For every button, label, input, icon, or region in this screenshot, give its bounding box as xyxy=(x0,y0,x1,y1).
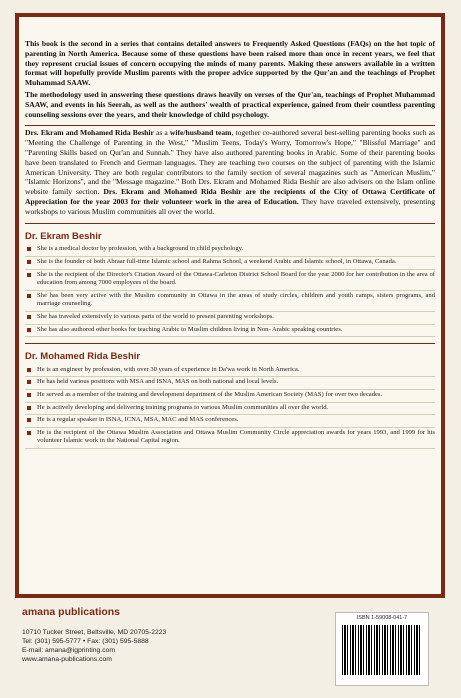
bio-tail: They have traveled extensively, presenting workshops to various Muslim communities all over the world. xyxy=(25,196,436,216)
publisher-address: 10710 Tucker Street, Beltsville, MD 20705-2223 xyxy=(22,629,167,636)
list-item: He is actively developing and delivering training programs to various Muslim communities all over the world. xyxy=(25,403,435,416)
authors-names: Drs. Ekram and Mohamed Rida Beshir xyxy=(25,128,154,138)
divider xyxy=(25,343,435,344)
barcode-bars xyxy=(342,625,422,675)
ekram-section-title: Dr. Ekram Beshir xyxy=(25,230,102,242)
list-item: She has also authored other books for teaching Arabic to Muslim children living in Non- Arabic speaking countries. xyxy=(25,325,435,338)
bio-body: , together co-authored several best-selling parenting books such as "Meeting the Challenge of Parenting in the West," "Muslim Teens, Today's Worry, Tomorrow's Hope," "Blissful Marriage" and "Parenting Skills based on Qur'an and Sunnah." They have also authored parenting books in Arabic. Some of their parenting books have been translated to French and German languages. They are teaching two courses on the subject of parenting with the Islamic American University. They are both regular contributors to the family section of several magazines such as "American Muslim," "Islamic Horizons", and the "Message magazine." Both Drs. Ekram and Mohamed Rida Beshir are also advisers on the Islam online website family section. xyxy=(25,128,435,197)
divider xyxy=(25,223,435,224)
list-item: He is an engineer by profession, with over 30 years of experience in Da'wa work in North America. xyxy=(25,365,435,378)
ekram-bullet-list xyxy=(25,244,435,337)
list-item: He is a regular speaker in ISNA, ICNA, MSA, MAC and MAS conferences. xyxy=(25,415,435,428)
authors-bio xyxy=(25,128,435,216)
award-statement: Drs. Ekram and Mohamed Rida Beshir are the recipients of the City of Ottawa Certificate of Appreciation for the year 2003 for their volunteer work in the area of Education. xyxy=(25,187,435,206)
publisher-info xyxy=(22,606,322,664)
intro-paragraph-1: This book is the second in a series that contains detailed answers to Frequently Asked Questions (FAQs) on the hot topic of parenting in North America. Because some of these questions have been raised more than once in recent years, we feel that they represent crucial issues of concern occupying the minds of many parents. Making these answers available in a written format will hopefully provide Muslim parents with the proper advice supported by the Qur'an and the teachings of Prophet Muhammad SAAW. xyxy=(25,39,435,88)
isbn-barcode xyxy=(335,612,429,686)
team-label: wife/husband team xyxy=(169,128,232,138)
divider xyxy=(25,125,435,126)
list-item: He served as a member of the training and development department of the Muslim American Society (MAS) for over two decades. xyxy=(25,390,435,403)
mohamed-section-title: Dr. Mohamed Rida Beshir xyxy=(25,351,141,363)
publisher-name: amana publications xyxy=(22,606,121,618)
bio-connector: as a xyxy=(153,128,170,138)
back-cover-text xyxy=(25,39,435,449)
content-frame xyxy=(15,13,445,598)
publisher-website: www.amana-publications.com xyxy=(22,656,112,663)
mohamed-bullet-list xyxy=(25,365,435,449)
isbn-number: ISBN 1-59008-041-7 xyxy=(356,615,408,621)
publisher-email: E-mail: amana@igprinting.com xyxy=(22,647,116,654)
publisher-phone: Tel: (301) 595-5777 • Fax: (301) 595-5888 xyxy=(22,638,149,645)
list-item: He has held various positions with MSA and ISNA, MAS on both national and local levels. xyxy=(25,377,435,390)
intro-paragraph-2: The methodology used in answering these questions draws heavily on verses of the Qur'an, teachings of Prophet Muhammad SAAW, and events in his Seerah, as well as the authors' wealth of practical experience, gained from their countless parenting counseling sessions over the years, and their knowledge of child psychology. xyxy=(25,89,435,119)
list-item: She has traveled extensively to various parts of the world to present parenting workshops. xyxy=(25,312,435,325)
list-item: She is the recipient of the Director's Citation Award of the Ottawa-Carleton District School Board for the year 2000 for her contribution in the area of education from among 7000 employees of the board. xyxy=(25,270,435,291)
list-item: She has been very active with the Muslim community in Ottawa in the areas of study circles, children and youth camps, sisters programs, and marriage counseling. xyxy=(25,291,435,312)
list-item: She is the founder of both Abraar full-time Islamic school and Rahma School, a weekend Arabic and Islamic school, in Ottawa, Canada. xyxy=(25,257,435,270)
list-item: She is a medical doctor by profession, with a background in child psychology. xyxy=(25,244,435,257)
list-item: He is the recipient of the Ottawa Muslim Association and Ottawa Muslim Community Circle appreciation awards for years 1993, and 1999 for his volunteer Islamic work in the National Capital region. xyxy=(25,428,435,449)
